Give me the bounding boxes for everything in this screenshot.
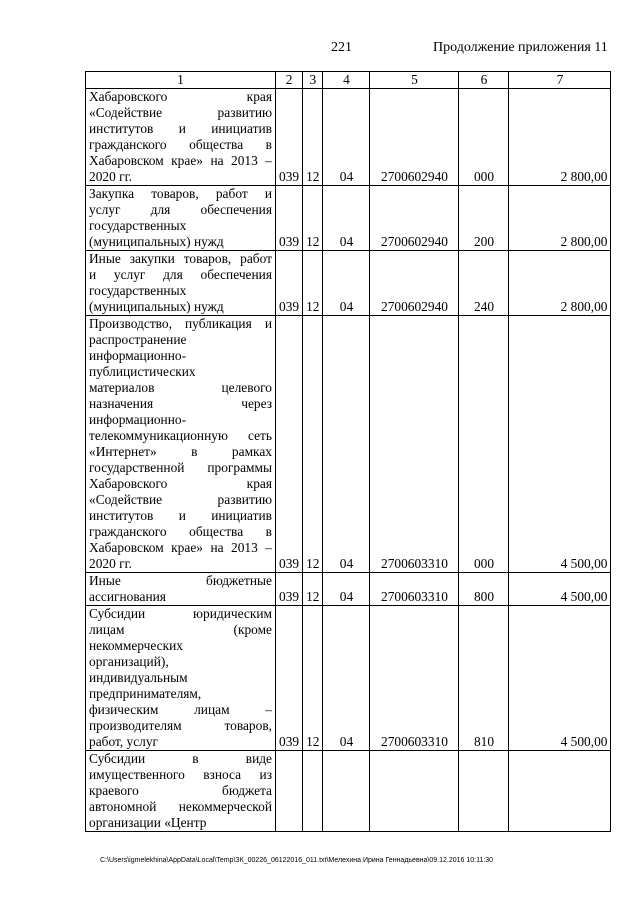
- table-row: [86, 751, 611, 832]
- cell-expense-type: 240: [459, 251, 509, 316]
- cell-amount: 4 500,00: [509, 316, 611, 573]
- description-line: Производство, публикация и: [89, 316, 272, 331]
- cell-expense-type: 000: [459, 316, 509, 573]
- table-body: [86, 72, 611, 832]
- column-header-6: 6: [459, 72, 509, 89]
- cell-section-code: 12: [303, 573, 323, 606]
- description-line: информационно-: [89, 412, 187, 427]
- column-header-1: 1: [86, 72, 276, 89]
- cell-expense-type: [459, 751, 509, 832]
- table-row: [86, 316, 611, 573]
- row-description: [86, 573, 276, 606]
- cell-ministry-code: 039: [276, 573, 303, 606]
- description-line: Хабаровском крае» на 2013 –: [89, 153, 272, 168]
- cell-ministry-code: 039: [276, 251, 303, 316]
- cell-ministry-code: 039: [276, 316, 303, 573]
- description-line: работ, услуг: [89, 734, 159, 749]
- table-row: [86, 573, 611, 606]
- column-header-3: 3: [303, 72, 323, 89]
- description-line: информационно-: [89, 348, 187, 363]
- cell-ministry-code: 039: [276, 606, 303, 751]
- cell-section-code: 12: [303, 316, 323, 573]
- cell-section-code: [303, 751, 323, 832]
- table-row: [86, 606, 611, 751]
- description-line: «Интернет» в рамках: [89, 444, 272, 459]
- description-line: публицистических: [89, 364, 196, 379]
- description-line: 2020 гг.: [89, 556, 132, 571]
- table-row: [86, 186, 611, 251]
- description-line: назначения через: [89, 396, 272, 411]
- row-description: [86, 251, 276, 316]
- column-header-7: 7: [509, 72, 611, 89]
- cell-target-article: 2700602940: [370, 186, 459, 251]
- column-header-4: 4: [323, 72, 370, 89]
- cell-target-article: 2700603310: [370, 606, 459, 751]
- cell-amount: 2 800,00: [509, 89, 611, 186]
- row-description: [86, 751, 276, 832]
- table-row: [86, 251, 611, 316]
- cell-section-code: 12: [303, 89, 323, 186]
- description-line: Закупка товаров, работ и: [89, 186, 272, 201]
- description-line: Иные бюджетные: [89, 573, 272, 588]
- cell-expense-type: 000: [459, 89, 509, 186]
- description-line: организаций),: [89, 654, 169, 669]
- cell-subsection-code: 04: [323, 89, 370, 186]
- description-line: государственных: [89, 218, 187, 233]
- description-line: лицам (кроме: [89, 622, 272, 637]
- cell-target-article: [370, 751, 459, 832]
- row-description: [86, 316, 276, 573]
- cell-subsection-code: 04: [323, 251, 370, 316]
- description-line: материалов целевого: [89, 380, 272, 395]
- description-line: государственных: [89, 283, 187, 298]
- budget-table: [85, 71, 611, 832]
- description-line: имущественного взноса из: [89, 767, 272, 782]
- row-description: [86, 186, 276, 251]
- appendix-continuation-note: Продолжение приложения 11: [433, 40, 608, 55]
- description-line: гражданского общества в: [89, 137, 272, 152]
- column-header-2: 2: [276, 72, 303, 89]
- description-line: физическим лицам –: [89, 702, 272, 717]
- cell-amount: 4 500,00: [509, 606, 611, 751]
- cell-subsection-code: 04: [323, 316, 370, 573]
- footer-file-path: C:\Users\igmelekhina\AppData\Local\Temp\ЗК_00226_06122016_011.txt\Мелехина Ирина Геннадьевна\09.12.2016 10:11:30: [100, 857, 494, 864]
- row-description: [86, 606, 276, 751]
- column-header-row: [86, 72, 611, 89]
- description-line: распространение: [89, 332, 187, 347]
- column-header-5: 5: [370, 72, 459, 89]
- row-description: [86, 89, 276, 186]
- cell-expense-type: 200: [459, 186, 509, 251]
- description-line: Иные закупки товаров, работ: [89, 251, 272, 266]
- description-line: «Содействие развитию: [89, 492, 272, 507]
- description-line: (муниципальных) нужд: [89, 234, 224, 249]
- description-line: Хабаровского края: [89, 476, 272, 491]
- cell-target-article: 2700603310: [370, 573, 459, 606]
- cell-section-code: 12: [303, 606, 323, 751]
- description-line: организации «Центр: [89, 815, 207, 830]
- cell-subsection-code: 04: [323, 606, 370, 751]
- description-line: индивидуальным: [89, 670, 188, 685]
- cell-target-article: 2700602940: [370, 89, 459, 186]
- description-line: государственной программы: [89, 460, 272, 475]
- description-line: производителям товаров,: [89, 718, 272, 733]
- cell-ministry-code: [276, 751, 303, 832]
- cell-target-article: 2700603310: [370, 316, 459, 573]
- description-line: 2020 гг.: [89, 169, 132, 184]
- cell-subsection-code: 04: [323, 573, 370, 606]
- description-line: Субсидии в виде: [89, 751, 272, 766]
- cell-section-code: 12: [303, 186, 323, 251]
- table-row: [86, 89, 611, 186]
- cell-amount: [509, 751, 611, 832]
- description-line: Хабаровского края: [89, 89, 272, 104]
- description-line: гражданского общества в: [89, 524, 272, 539]
- cell-amount: 2 800,00: [509, 186, 611, 251]
- cell-subsection-code: [323, 751, 370, 832]
- description-line: краевого бюджета: [89, 783, 272, 798]
- description-line: «Содействие развитию: [89, 105, 272, 120]
- description-line: и услуг для обеспечения: [89, 267, 272, 282]
- description-line: ассигнования: [89, 589, 166, 604]
- cell-section-code: 12: [303, 251, 323, 316]
- cell-subsection-code: 04: [323, 186, 370, 251]
- description-line: Субсидии юридическим: [89, 606, 272, 621]
- description-line: услуг для обеспечения: [89, 202, 272, 217]
- page-number: 221: [331, 40, 352, 55]
- description-line: институтов и инициатив: [89, 121, 272, 136]
- description-line: предпринимателям,: [89, 686, 202, 701]
- cell-expense-type: 800: [459, 573, 509, 606]
- description-line: (муниципальных) нужд: [89, 299, 224, 314]
- description-line: некоммерческих: [89, 638, 183, 653]
- cell-target-article: 2700602940: [370, 251, 459, 316]
- cell-amount: 2 800,00: [509, 251, 611, 316]
- description-line: Хабаровском крае» на 2013 –: [89, 540, 272, 555]
- cell-ministry-code: 039: [276, 186, 303, 251]
- description-line: институтов и инициатив: [89, 508, 272, 523]
- description-line: телекоммуникационную сеть: [89, 428, 272, 443]
- description-line: автономной некоммерческой: [89, 799, 272, 814]
- cell-amount: 4 500,00: [509, 573, 611, 606]
- cell-expense-type: 810: [459, 606, 509, 751]
- cell-ministry-code: 039: [276, 89, 303, 186]
